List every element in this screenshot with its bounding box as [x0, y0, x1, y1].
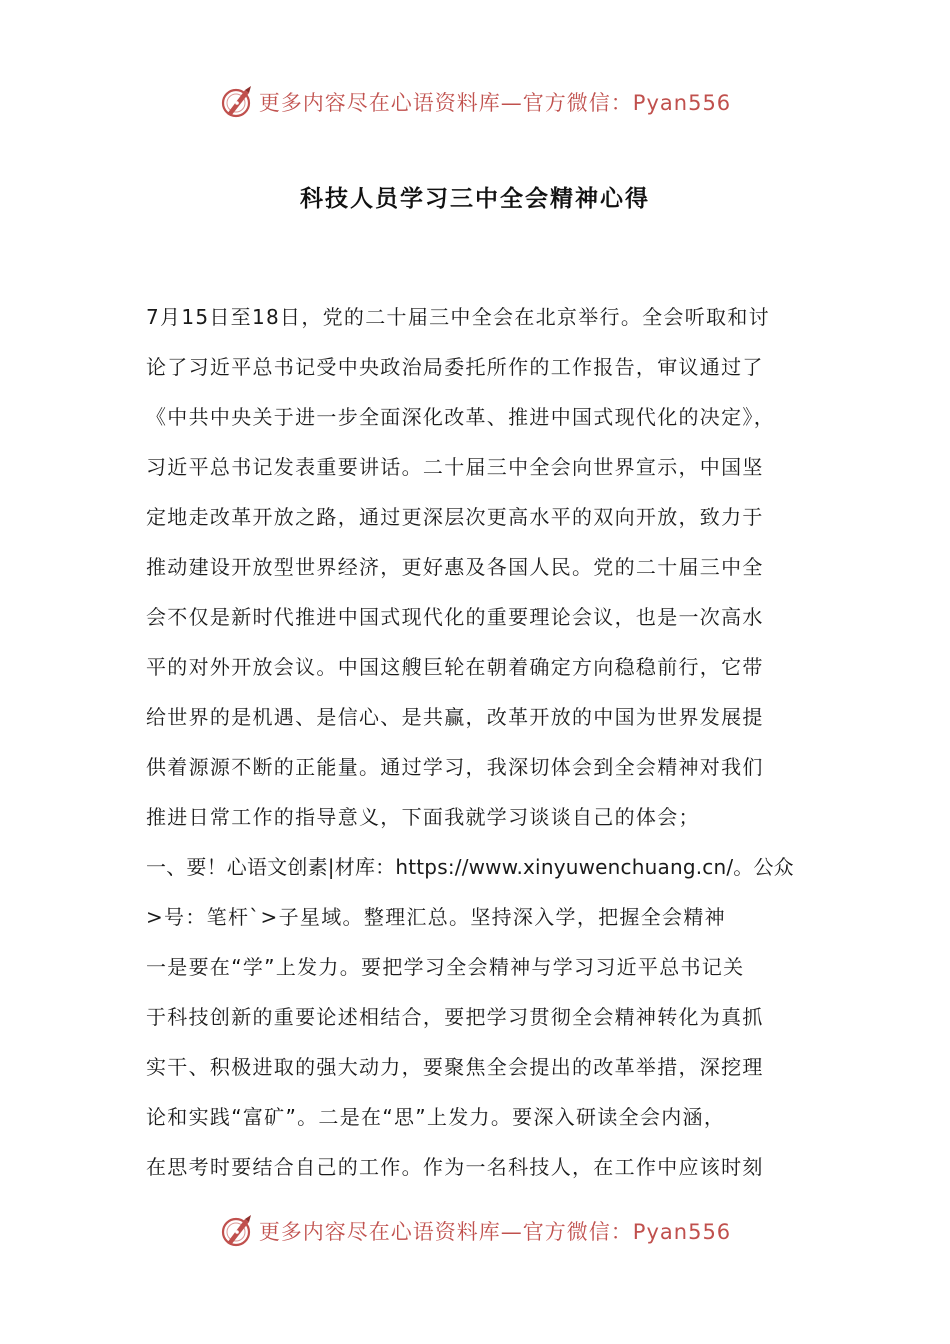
pen-nib-logo-icon: [219, 1213, 255, 1249]
document-title: 科技人员学习三中全会精神心得: [300, 186, 650, 212]
body-line: >号：笔杆`>子星域。整理汇总。坚持深入学，把握全会精神: [146, 905, 726, 929]
banner-text: 更多内容尽在心语资料库—官方微信：Pyan556: [258, 91, 732, 115]
body-line: 论了习近平总书记受中央政治局委托所作的工作报告，审议通过了: [146, 355, 764, 379]
body-line: 推动建设开放型世界经济，更好惠及各国人民。党的二十届三中全: [146, 555, 764, 579]
body-line: 论和实践“富矿”。二是在“思”上发力。要深入研读全会内涵，: [146, 1105, 726, 1129]
body-line: 习近平总书记发表重要讲话。二十届三中全会向世界宣示，中国坚: [146, 455, 764, 479]
body-line: 平的对外开放会议。中国这艘巨轮在朝着确定方向稳稳前行，它带: [146, 655, 764, 679]
banner-text: 更多内容尽在心语资料库—官方微信：Pyan556: [258, 1220, 732, 1244]
pen-nib-logo-icon: [219, 84, 255, 120]
body-line: 实干、积极进取的强大动力，要聚焦全会提出的改革举措，深挖理: [146, 1055, 764, 1079]
document-body: [146, 292, 826, 1192]
body-line: 《中共中央关于进一步全面深化改革、推进中国式现代化的决定》，: [146, 405, 775, 429]
body-line: 7月15日至18日，党的二十届三中全会在北京举行。全会听取和讨: [146, 305, 770, 329]
body-line: 推进日常工作的指导意义，下面我就学习谈谈自己的体会；: [146, 805, 700, 829]
body-line: 定地走改革开放之路，通过更深层次更高水平的双向开放，致力于: [146, 505, 764, 529]
body-line: 于科技创新的重要论述相结合，要把学习贯彻全会精神转化为真抓: [146, 1005, 764, 1029]
body-line: 一是要在“学”上发力。要把学习全会精神与学习习近平总书记关: [146, 955, 745, 979]
body-line: 会不仅是新时代推进中国式现代化的重要理论会议，也是一次高水: [146, 605, 764, 629]
body-line: 供着源源不断的正能量。通过学习，我深切体会到全会精神对我们: [146, 755, 764, 779]
footer-banner: [0, 1209, 950, 1253]
body-line: 一、要！心语文创素|材库：https://www.xinyuwenchuang.cn/。公众: [146, 855, 794, 879]
header-banner: [0, 80, 950, 124]
body-line: 给世界的是机遇、是信心、是共赢，改革开放的中国为世界发展提: [146, 705, 764, 729]
body-line: 在思考时要结合自己的工作。作为一名科技人，在工作中应该时刻: [146, 1155, 764, 1179]
